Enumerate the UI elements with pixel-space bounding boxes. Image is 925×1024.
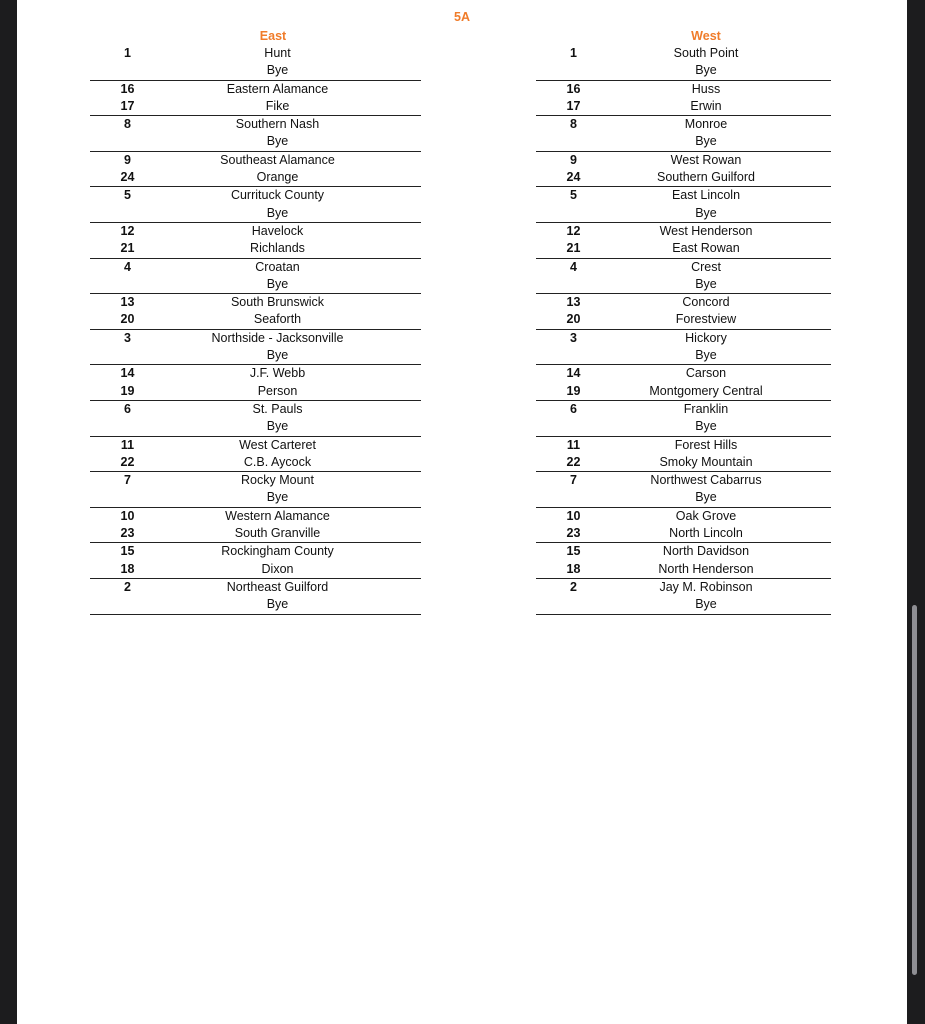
bracket-entry (90, 525, 421, 542)
team-name: Person (257, 383, 298, 398)
bracket-entry (536, 152, 831, 169)
bracket-entry (90, 383, 421, 400)
matchup (90, 365, 421, 401)
team-name: Forestview (675, 312, 737, 327)
bracket-entry (90, 508, 421, 525)
seed-number: 11 (120, 437, 135, 452)
bracket-entry (536, 311, 831, 328)
team-name: Montgomery Central (649, 383, 763, 398)
team-name: East Lincoln (671, 188, 741, 203)
bracket-entry (536, 81, 831, 98)
bracket-entry (90, 276, 421, 293)
bracket-entry (90, 187, 421, 204)
team-name: Havelock (251, 223, 304, 238)
team-name: Bye (266, 597, 289, 612)
team-name: Currituck County (230, 188, 325, 203)
bracket-entry (90, 579, 421, 596)
team-name: North Davidson (662, 544, 750, 559)
bracket-entry (90, 169, 421, 186)
bracket-entry (536, 401, 831, 418)
seed-number (90, 276, 165, 293)
matchup (90, 401, 421, 437)
seed-number (536, 62, 611, 79)
team-name: Dixon (261, 561, 294, 576)
west-region-title: West (691, 29, 721, 43)
team-name: Bye (695, 490, 717, 505)
matchup (90, 152, 421, 188)
matchup (536, 401, 831, 437)
bracket-entry (90, 472, 421, 489)
bracket-entry (536, 169, 831, 186)
bracket-entry (536, 133, 831, 150)
bracket-entry (536, 596, 831, 613)
team-name: C.B. Aycock (243, 454, 312, 469)
matchup (536, 508, 831, 544)
seed-number: 2 (570, 579, 577, 594)
east-matchups (90, 45, 421, 615)
seed-number (90, 133, 165, 150)
seed-number: 10 (120, 508, 135, 523)
team-name: Rocky Mount (241, 473, 314, 488)
matchup (90, 472, 421, 508)
bracket-entry (90, 489, 421, 506)
seed-number (536, 276, 611, 293)
seed-number: 8 (124, 117, 131, 132)
bracket-entry (90, 347, 421, 364)
seed-number: 14 (120, 366, 135, 381)
seed-number: 1 (124, 46, 131, 60)
bracket-entry (536, 98, 831, 115)
seed-number: 11 (566, 437, 581, 452)
team-name: East Rowan (672, 241, 740, 256)
bracket-entry (536, 187, 831, 204)
team-name: Hickory (685, 330, 727, 345)
bracket-entry (536, 45, 831, 62)
matchup (90, 294, 421, 330)
seed-number (90, 596, 165, 613)
bracket-entry (536, 383, 831, 400)
team-name: Bye (695, 134, 717, 149)
bracket-entry (90, 116, 421, 133)
matchup (90, 579, 421, 615)
seed-number: 3 (570, 330, 577, 345)
seed-number: 12 (120, 223, 135, 238)
bracket-entry (90, 330, 421, 347)
bracket-entry (90, 543, 421, 560)
seed-number: 22 (120, 454, 135, 469)
matchup (536, 223, 831, 259)
team-name: Oak Grove (675, 508, 737, 523)
team-name: Bye (695, 419, 717, 434)
team-name: Eastern Alamance (226, 81, 329, 96)
matchup (536, 45, 831, 81)
bracket-entry (90, 62, 421, 79)
bracket-entry (536, 330, 831, 347)
seed-number: 6 (124, 401, 131, 416)
team-name: Bye (266, 419, 289, 434)
matchup (90, 508, 421, 544)
matchup (536, 81, 831, 117)
team-name: West Carteret (239, 437, 316, 452)
team-name: Southern Guilford (657, 170, 755, 185)
seed-number: 14 (566, 366, 581, 381)
seed-number: 1 (570, 46, 577, 60)
seed-number: 7 (570, 473, 577, 488)
matchup (536, 579, 831, 615)
team-name: J.F. Webb (249, 366, 306, 381)
team-name: Bye (266, 134, 289, 149)
team-name: South Brunswick (230, 295, 325, 310)
bracket-entry (536, 437, 831, 454)
team-name: Monroe (684, 117, 728, 132)
bracket-entry (90, 437, 421, 454)
bracket-entry (90, 223, 421, 240)
bracket-entry (536, 418, 831, 435)
seed-number (536, 596, 611, 613)
bracket-entry (90, 205, 421, 222)
team-name: North Lincoln (669, 526, 743, 541)
team-name: Crest (691, 259, 721, 274)
seed-number: 8 (570, 117, 577, 132)
seed-number: 15 (120, 544, 135, 559)
team-name: Hunt (264, 46, 291, 60)
seed-number: 12 (566, 223, 581, 238)
seed-number: 24 (120, 170, 135, 185)
team-name: Bye (695, 63, 717, 78)
bracket-entry (536, 579, 831, 596)
seed-number: 23 (120, 526, 135, 541)
west-matchups (536, 45, 831, 615)
bracket-entry (536, 525, 831, 542)
seed-number: 16 (566, 81, 581, 96)
bracket-entry (536, 116, 831, 133)
bracket-entry (90, 259, 421, 276)
seed-number: 3 (124, 330, 131, 345)
matchup (90, 81, 421, 117)
seed-number: 18 (566, 561, 581, 576)
matchup (90, 116, 421, 152)
team-name: Bye (695, 348, 717, 363)
seed-number: 16 (120, 81, 135, 96)
seed-number: 22 (566, 454, 581, 469)
matchup (90, 45, 421, 81)
seed-number (536, 347, 611, 364)
bracket-title: 5A (454, 10, 470, 24)
team-name: Southeast Alamance (220, 152, 335, 167)
bracket-entry (90, 45, 421, 62)
team-name: Northwest Cabarrus (650, 473, 762, 488)
team-name: West Rowan (670, 152, 742, 167)
seed-number: 15 (566, 544, 581, 559)
bracket-entry (536, 508, 831, 525)
seed-number (536, 489, 611, 506)
matchup (536, 365, 831, 401)
bracket-entry (536, 276, 831, 293)
bracket-entry (536, 205, 831, 222)
seed-number: 2 (124, 579, 131, 594)
team-name: North Henderson (658, 561, 754, 576)
bracket-entry (90, 454, 421, 471)
matchup (536, 187, 831, 223)
seed-number: 13 (120, 295, 135, 310)
bracket-entry (536, 454, 831, 471)
team-name: Franklin (683, 401, 729, 416)
bracket-entry (90, 596, 421, 613)
bracket-entry (90, 561, 421, 578)
bracket-entry (90, 401, 421, 418)
bracket-entry (90, 133, 421, 150)
bracket-entry (536, 543, 831, 560)
seed-number (90, 62, 165, 79)
bracket-entry (536, 294, 831, 311)
team-name: Concord (682, 295, 730, 310)
team-name: Forest Hills (674, 437, 738, 452)
seed-number: 20 (120, 312, 135, 327)
team-name: West Henderson (659, 223, 753, 238)
team-name: St. Pauls (252, 401, 303, 416)
matchup (536, 543, 831, 579)
team-name: Bye (695, 597, 717, 612)
team-name: Southern Nash (235, 117, 320, 132)
team-name: Rockingham County (221, 544, 334, 559)
team-name: Western Alamance (225, 508, 330, 523)
seed-number: 9 (570, 152, 577, 167)
seed-number: 4 (570, 259, 577, 274)
bracket-entry (536, 561, 831, 578)
team-name: Fike (265, 98, 290, 113)
bracket-entry (536, 259, 831, 276)
matchup (536, 152, 831, 188)
team-name: Bye (695, 276, 717, 291)
matchup (90, 187, 421, 223)
seed-number (90, 418, 165, 435)
seed-number: 5 (570, 188, 577, 203)
team-name: Northside - Jacksonville (211, 330, 344, 345)
bracket-entry (90, 240, 421, 257)
matchup (536, 116, 831, 152)
bracket-entry (536, 62, 831, 79)
east-region-title: East (259, 29, 287, 43)
seed-number: 19 (120, 383, 135, 398)
matchup (90, 259, 421, 295)
team-name: Bye (266, 490, 289, 505)
seed-number: 10 (566, 508, 581, 523)
seed-number: 23 (566, 526, 581, 541)
team-name: Croatan (255, 259, 300, 274)
bracket-entry (536, 347, 831, 364)
team-name: Bye (695, 205, 717, 220)
seed-number: 21 (566, 241, 581, 256)
seed-number: 7 (124, 473, 131, 488)
matchup (536, 259, 831, 295)
seed-number: 5 (124, 188, 131, 203)
matchup (90, 543, 421, 579)
team-name: Erwin (690, 98, 722, 113)
team-name: Huss (691, 81, 721, 96)
team-name: Jay M. Robinson (659, 579, 753, 594)
team-name: Bye (266, 63, 289, 78)
matchup (90, 330, 421, 366)
team-name: Bye (266, 205, 289, 220)
seed-number: 9 (124, 152, 131, 167)
matchup (536, 294, 831, 330)
seed-number: 21 (120, 241, 135, 256)
matchup (536, 437, 831, 473)
seed-number: 20 (566, 312, 581, 327)
bracket-entry (90, 98, 421, 115)
seed-number (90, 489, 165, 506)
team-name: Carson (685, 366, 727, 381)
seed-number: 17 (120, 98, 135, 113)
document-page (17, 0, 907, 1024)
seed-number (536, 205, 611, 222)
seed-number: 17 (566, 98, 581, 113)
team-name: Bye (266, 276, 289, 291)
matchup (536, 472, 831, 508)
team-name: South Point (673, 46, 739, 60)
seed-number: 18 (120, 561, 135, 576)
team-name: Bye (266, 348, 289, 363)
bracket-entry (536, 240, 831, 257)
bracket-entry (536, 223, 831, 240)
bracket-entry (90, 152, 421, 169)
team-name: South Granville (234, 526, 321, 541)
seed-number: 24 (566, 170, 581, 185)
team-name: Richlands (250, 241, 305, 256)
seed-number (90, 205, 165, 222)
bracket-entry (90, 81, 421, 98)
team-name: Smoky Mountain (659, 454, 753, 469)
bracket-entry (90, 365, 421, 382)
team-name: Northeast Guilford (226, 579, 329, 594)
seed-number (536, 133, 611, 150)
seed-number: 13 (566, 295, 581, 310)
seed-number: 6 (570, 401, 577, 416)
seed-number (90, 347, 165, 364)
bracket-entry (90, 294, 421, 311)
bracket-entry (536, 472, 831, 489)
seed-number: 19 (566, 383, 581, 398)
bracket-entry (90, 311, 421, 328)
bracket-entry (536, 489, 831, 506)
seed-number (536, 418, 611, 435)
matchup (90, 437, 421, 473)
bracket-entry (536, 365, 831, 382)
bracket-entry (90, 418, 421, 435)
vertical-scrollbar[interactable] (912, 605, 917, 975)
team-name: Seaforth (253, 312, 302, 327)
matchup (536, 330, 831, 366)
matchup (90, 223, 421, 259)
team-name: Orange (256, 170, 299, 185)
seed-number: 4 (124, 259, 131, 274)
